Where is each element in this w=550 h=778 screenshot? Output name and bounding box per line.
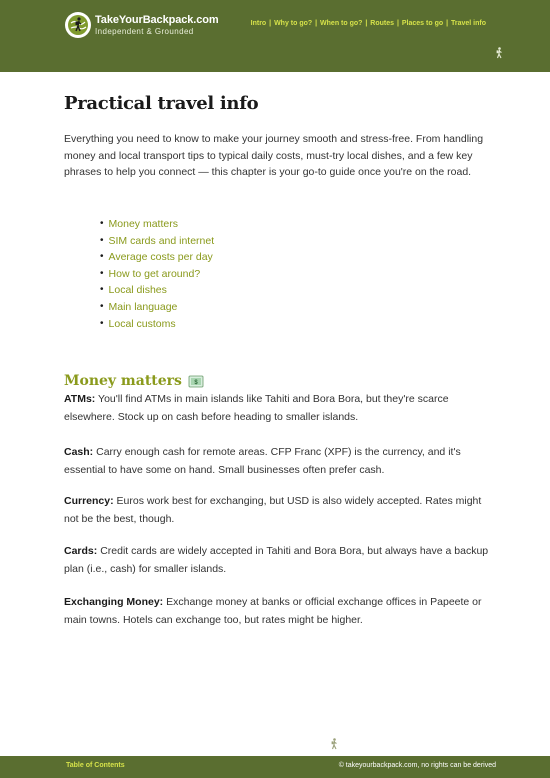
- bullet-icon: •: [100, 267, 104, 279]
- money-icon: [188, 375, 204, 388]
- section-title-money-matters: [64, 373, 204, 389]
- intro-paragraph: Everything you need to know to make your journey smooth and stress-free. From handling money and local transport tips to typical daily costs, must-try local dishes, and a few key phrases to help you connect — this chapter is your go-to guide once you're on the road.: [64, 133, 484, 178]
- svg-text:$: $: [194, 379, 198, 386]
- toc-item-label[interactable]: How to get around?: [108, 267, 201, 280]
- toc-item-get-around[interactable]: [100, 266, 214, 283]
- bullet-icon: •: [100, 251, 104, 263]
- toc-item-label[interactable]: Money matters: [108, 218, 178, 230]
- item-label: Cash:: [64, 446, 94, 458]
- item-text: Exchange money at banks or official exchange offices in Papeete or main towns. Hotels can exchange too, but rates might be higher.: [64, 596, 482, 626]
- toc-item-local-customs[interactable]: [100, 316, 214, 333]
- item-label: ATMs:: [64, 393, 96, 405]
- toc-item-sim-cards[interactable]: [100, 233, 214, 250]
- bullet-icon: •: [100, 218, 104, 229]
- nav-when-to-go[interactable]: When to go?: [320, 20, 363, 27]
- toc-item-label[interactable]: Main language: [108, 300, 178, 313]
- item-text: Credit cards are widely accepted in Tahiti and Bora Bora, but always have a backup plan (i.e., cash) for smaller islands.: [64, 545, 489, 575]
- toc-item-label[interactable]: SIM cards and internet: [108, 234, 215, 247]
- toc-item-label[interactable]: Local dishes: [108, 284, 167, 297]
- brand-name: TakeYourBackpack.com: [95, 14, 219, 26]
- hiker-icon: [329, 737, 339, 755]
- money-item-cash: [64, 443, 494, 479]
- page-header: [0, 0, 550, 72]
- bullet-icon: •: [100, 234, 104, 246]
- bullet-icon: •: [100, 317, 104, 329]
- money-item-currency: [64, 492, 494, 528]
- item-label: Cards:: [64, 545, 98, 557]
- section-title-text: Money matters: [64, 373, 182, 389]
- page-footer: [0, 756, 550, 778]
- nav-places-to-go[interactable]: Places to go: [401, 20, 444, 27]
- nav-intro[interactable]: Intro: [250, 20, 267, 27]
- bullet-icon: •: [100, 284, 104, 296]
- hiker-globe-icon: [67, 14, 89, 36]
- money-item-cards: [64, 542, 494, 578]
- money-item-exchanging: [64, 593, 494, 629]
- item-text: Carry enough cash for remote areas. CFP Franc (XPF) is the currency, and it's essential to have some on hand. Small businesses often prefer cash.: [64, 446, 461, 476]
- item-text: You'll find ATMs in main islands like Tahiti and Bora Bora, but they're scarce elsewhere. Stock up on cash before heading to smaller islands.: [64, 393, 449, 423]
- hiker-icon: [494, 46, 504, 64]
- toc-item-local-dishes[interactable]: [100, 282, 214, 299]
- page-title: Practical travel info: [64, 93, 259, 114]
- item-label: Currency:: [64, 495, 114, 507]
- logo[interactable]: [65, 12, 91, 38]
- toc-item-money-matters[interactable]: [100, 216, 214, 233]
- chapter-contents-list: [100, 216, 214, 332]
- copyright-text: © takeyourbackpack.com, no rights can be derived: [338, 762, 496, 769]
- top-navigation: Intro | Why to go? | When to go? | Routes | Places to go | Travel info: [250, 20, 486, 27]
- table-of-contents-link[interactable]: Table of Contents: [66, 762, 125, 769]
- toc-item-average-costs[interactable]: [100, 249, 214, 266]
- money-item-atms: [64, 390, 494, 426]
- nav-travel-info[interactable]: Travel info: [450, 20, 486, 27]
- bullet-icon: •: [100, 300, 104, 312]
- nav-why-to-go[interactable]: Why to go?: [274, 20, 313, 27]
- toc-item-main-language[interactable]: [100, 299, 214, 316]
- item-label: Exchanging Money:: [64, 596, 164, 608]
- item-text: Euros work best for exchanging, but USD is also widely accepted. Rates might not be the best, though.: [64, 495, 482, 525]
- brand-tagline: Independent & Grounded: [95, 27, 194, 36]
- toc-item-label[interactable]: Average costs per day: [108, 251, 213, 264]
- toc-item-label[interactable]: Local customs: [108, 317, 176, 330]
- nav-routes[interactable]: Routes: [370, 20, 395, 27]
